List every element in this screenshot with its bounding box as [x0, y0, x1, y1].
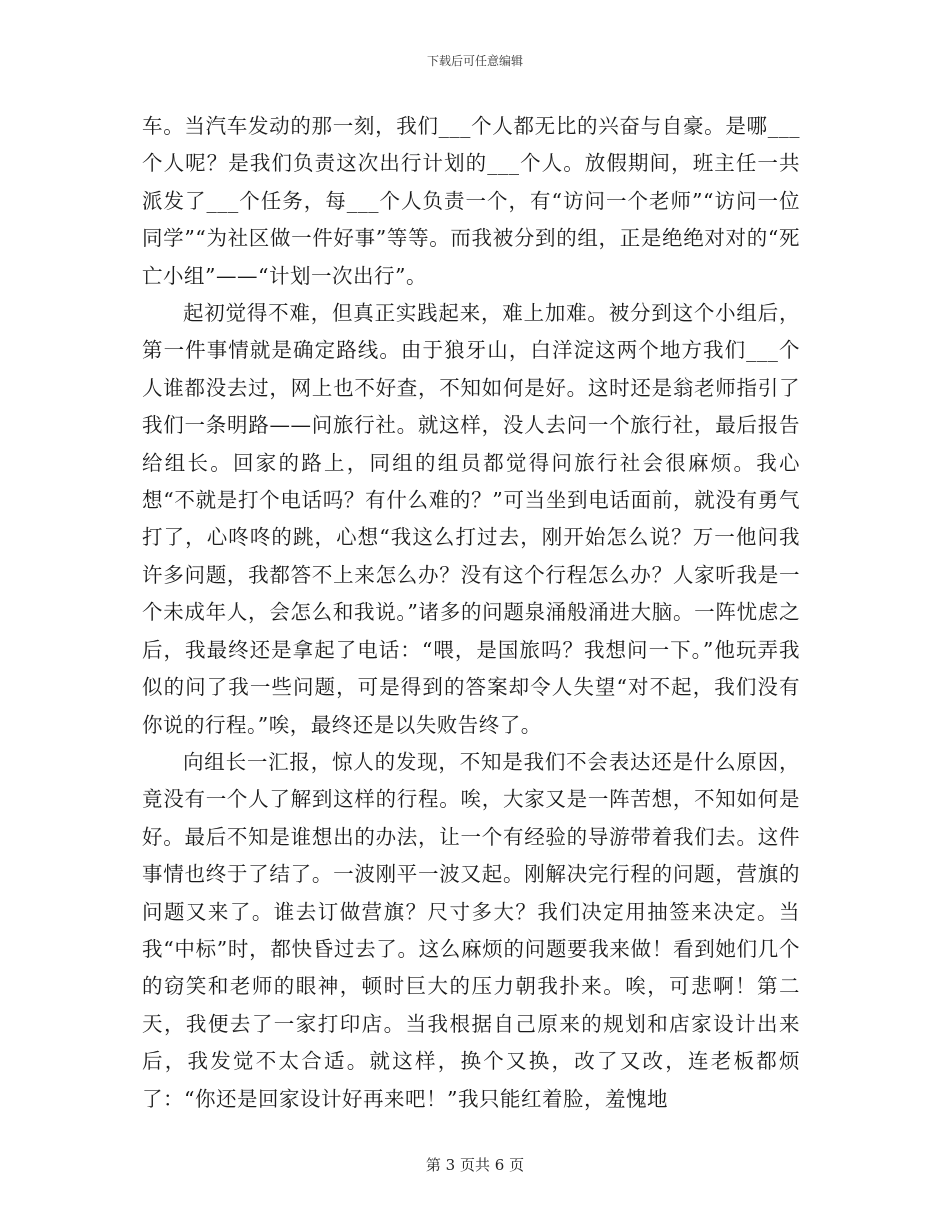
page-footer: 第 3 页共 6 页 [425, 1156, 525, 1174]
paragraph: 向组长一汇报，惊人的发现，不知是我们不会表达还是什么原因，竟没有一个人了解到这样的行程。唉，大家又是一阵苦想，不知如何是好。最后不知是谁想出的办法，让一个有经验的导游带着我们去。这件事情也终于了结了。一波刚平一波又起。刚解决完行程的问题，营旗的问题又来了。谁去订做营旗？尺寸多大？我们决定用抽签来决定。当我“中标”时，都快昏过去了。这么麻烦的问题要我来做！看到她们几个的窃笑和老师的眼神，顿时巨大的压力朝我扑来。唉，可悲啊！第二天，我便去了一家打印店。当我根据自己原来的规划和店家设计出来后，我发觉不太合适。就这样，换个又换，改了又改，连老板都烦了：“你还是回家设计好再来吧！”我只能红着脸，羞愧地 [142, 749, 800, 1111]
paragraph-continued: 车。当汽车发动的那一刻，我们___个人都无比的兴奋与自豪。是哪___个人呢？是我们负责这次出行计划的___个人。放假期间，班主任一共派发了___个任务，每___个人负责一个，有“访问一个老师”“访问一位同学”“为社区做一件好事”等等。而我被分到的组，正是绝绝对对的“死亡小组”——“计划一次出行”。 [142, 114, 800, 288]
paragraph: 起初觉得不难，但真正实践起来，难上加难。被分到这个小组后，第一件事情就是确定路线。由于狼牙山，白洋淀这两个地方我们___个人谁都没去过，网上也不好查，不知如何是好。这时还是翁老师指引了我们一条明路——问旅行社。就这样，没人去问一个旅行社，最后报告给组长。回家的路上，同组的组员都觉得问旅行社会很麻烦。我心想“不就是打个电话吗？有什么难的？”可当坐到电话面前，就没有勇气打了，心咚咚的跳，心想“我这么打过去，刚开始怎么说？万一他问我许多问题，我都答不上来怎么办？没有这个行程怎么办？人家听我是一个未成年人，会怎么和我说。”诸多的问题泉涌般涌进大脑。一阵忧虑之后，我最终还是拿起了电话：“喂，是国旅吗？我想问一下。”他玩弄我似的问了我一些问题，可是得到的答案却令人失望“对不起，我们没有你说的行程。”唉，最终还是以失败告终了。 [142, 301, 800, 737]
body-text [142, 108, 800, 1118]
page-header: 下载后可任意编辑 [426, 54, 523, 68]
